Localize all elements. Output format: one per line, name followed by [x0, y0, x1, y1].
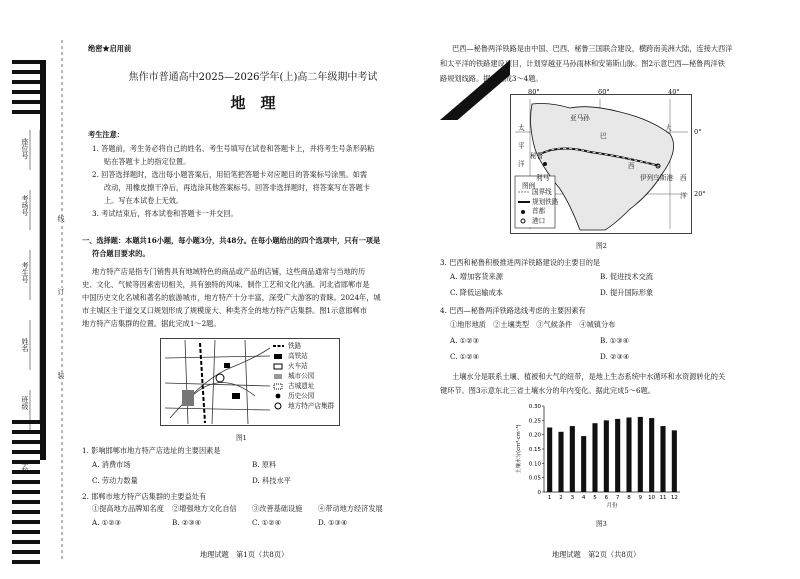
section-heading-cont: 符合题目要求的。: [92, 249, 150, 258]
binding-staple-label: 订: [57, 288, 65, 295]
strip-id-label: 考生号: [21, 262, 29, 283]
binding-line-label: 线: [57, 215, 65, 222]
map-label: 西: [628, 162, 635, 170]
q2-statement: ③改善基础设施: [252, 504, 303, 513]
bar: [649, 418, 654, 492]
q4-option-c[interactable]: C. ①②④: [450, 352, 480, 361]
bar: [570, 426, 575, 492]
section-heading: 一、选择题：本题共16小题，每小题3分，共48分。在每小题给出的四个选项中，只有一项是: [82, 236, 381, 245]
intro-line: 史、文化、气候等因素密切相关，具有独特的风味、制作工艺和文化内涵。河北省邯郸市是: [82, 280, 370, 289]
x-tick-label: 7: [615, 495, 620, 501]
y-tick-label: 0.30: [528, 404, 541, 410]
y-axis-label: 土壤水分(cm³·cm⁻³): [516, 424, 522, 474]
map-label: 洋: [680, 192, 687, 200]
notice-line: 1. 答题前，考生务必将自己的姓名、考生号填写在试卷和答题卡上，并将考生号条形码粘: [92, 144, 375, 153]
secret-label: 绝密★启用前: [88, 44, 132, 53]
fig2-lon-60: 60°: [598, 88, 610, 96]
q3-option-d[interactable]: D. 提升国际形象: [600, 288, 654, 297]
legend-item: 首都: [532, 207, 546, 216]
fig2-lon-80: 80°: [528, 88, 540, 96]
x-tick-label: 4: [581, 495, 586, 501]
intro-line: 中国历史文化名城和著名的旅游城市，地方特产十分丰富，深受广大游客的青睐。2024年，城: [82, 293, 381, 302]
fig2-lon-40: 40°: [668, 88, 680, 96]
figure2-caption: 图2: [596, 242, 607, 250]
x-tick-label: 8: [627, 495, 631, 501]
x-tick-label: 9: [638, 495, 643, 501]
q3-stem: 3. 巴西和秘鲁积极推进两洋铁路建设的主要目的是: [440, 258, 601, 267]
bar: [547, 428, 552, 493]
map-label: 亚马孙: [570, 114, 590, 122]
q1-option-b[interactable]: B. 原料: [252, 460, 277, 469]
map-label: 伊列乌斯港: [640, 174, 673, 182]
legend-item: 火车站: [288, 362, 308, 370]
bar: [672, 430, 677, 492]
bar: [592, 423, 597, 492]
intro3-line: 土壤水分是联系土壤、植被和大气的纽带，是地上生态系统中水循环和水资源转化的关: [452, 372, 726, 381]
q1-stem: 1. 影响邯郸市地方特产店选址的主要因素是: [82, 446, 221, 455]
y-tick-label: 0.20: [528, 432, 541, 439]
legend-item: 规划铁路: [532, 197, 559, 206]
q2-statement: ④带动地方经济发展: [318, 504, 383, 513]
exam-title: 焦作市普通高中2025—2026学年(上)高二年级期中考试: [128, 72, 378, 83]
q1-option-c[interactable]: C. 劳动力数量: [92, 476, 138, 485]
footer-right: 地理试题 第2页（共8页）: [552, 550, 641, 559]
notice-line: 2. 回答选择题时，选出每小题答案后，用铅笔把答题卡对应题目的答案标号涂黑。如需: [92, 170, 368, 179]
subject-title: 地 理: [230, 94, 276, 112]
q1-option-d[interactable]: D. 科技水平: [252, 476, 291, 485]
notice-line: 3. 考试结束后，将本试卷和答题卡一并交回。: [92, 209, 238, 218]
legend-item: 古城遗址: [288, 382, 315, 390]
q3-option-c[interactable]: C. 降低运输成本: [450, 288, 503, 297]
y-tick-label: 0.10: [528, 461, 541, 468]
intro-line: 市主城区主干道交叉口规划形成了规模庞大、种类齐全的地方特产店集群。图1示意邯郸市: [82, 306, 367, 315]
strip-school-label: 学校: [21, 460, 29, 474]
legend-item: 地方特产店集群: [288, 402, 335, 410]
binding-bind-label: 装: [57, 372, 65, 379]
map-label: 利马: [536, 174, 550, 182]
q2-stem: 2. 邯郸市地方特产店集群的主要益处有: [82, 492, 207, 501]
figure1-caption: 图1: [236, 434, 247, 442]
q4-option-a[interactable]: A. ①②③: [450, 336, 480, 345]
x-axis-label: 月份: [606, 503, 618, 509]
q3-option-a[interactable]: A. 增加客货来源: [450, 272, 503, 281]
y-tick-label: 0.15: [528, 447, 541, 453]
x-tick-label: 10: [648, 495, 656, 501]
q4-statements: ①地形地质 ②土壤类型 ③气候条件 ④城镇分布: [450, 320, 616, 329]
q4-stem: 4. 巴西—秘鲁两洋铁路选线考虑的主要因素有: [440, 306, 586, 315]
legend-item: 铁路: [288, 342, 302, 350]
notice-heading: 考生注意：: [88, 130, 124, 139]
x-tick-label: 6: [604, 495, 609, 501]
footer-left: 地理试题 第1页（共8页）: [200, 550, 289, 559]
strip-class-label: 班级: [21, 396, 29, 410]
strip-seat-label: 座位号: [21, 138, 29, 159]
q2-option-a[interactable]: A. ①②③: [92, 518, 122, 527]
x-tick-label: 12: [670, 495, 678, 501]
q2-option-b[interactable]: B. ②③④: [172, 518, 202, 527]
map-label: 巴: [600, 132, 607, 140]
y-tick-label: 0.25: [528, 418, 541, 425]
x-tick-label: 3: [570, 495, 575, 501]
legend-item: 港口: [532, 216, 546, 225]
x-tick-label: 5: [593, 495, 597, 501]
figure3-caption: 图3: [596, 520, 607, 528]
intro-line: 地方特产店是指专门销售具有地域特色的商品或产品的店铺，这些商品通常与当地的历: [92, 267, 366, 276]
x-tick-label: 1: [547, 495, 552, 501]
bar: [604, 420, 609, 492]
q2-statement: ①提高地方品牌知名度: [92, 504, 164, 513]
legend-item: 历史公园: [288, 392, 315, 400]
legend-item: 城市公园: [288, 372, 315, 380]
notice-line: 贴在答题卡上的指定位置。: [104, 157, 191, 166]
notice-line: 改动，用橡皮擦干净后，再选涂其他答案标号。回答非选择题时，将答案写在答题卡: [104, 183, 370, 192]
map-label: 洋: [518, 160, 525, 168]
fig2-lat-0: 0°: [694, 128, 702, 136]
map-label: 秘鲁: [530, 152, 544, 160]
bar: [581, 436, 586, 492]
q1-option-a[interactable]: A. 消费市场: [92, 460, 131, 469]
map-label: 西: [680, 174, 687, 182]
bar: [615, 419, 620, 492]
q2-option-c[interactable]: C. ①②④: [252, 518, 282, 527]
q4-option-b[interactable]: B. ①③④: [600, 336, 630, 345]
bar: [638, 417, 643, 492]
y-tick-label: 0: [537, 490, 541, 496]
x-tick-label: 2: [559, 495, 563, 501]
intro2-line: 路规划线路。据此完成3～4题。: [440, 74, 543, 83]
intro-line: 地方特产店集群的位置。据此完成1～2题。: [82, 319, 221, 328]
fig2-legend-title: 图例: [522, 182, 536, 190]
q2-option-d[interactable]: D. ①③④: [318, 518, 348, 527]
map-label: 大: [665, 124, 672, 132]
intro2-line: 和太平洋的铁路建设项目，计划穿越亚马孙雨林和安第斯山脉。图2示意巴西—秘鲁两洋铁: [440, 59, 725, 68]
intro2-line: 巴西—秘鲁两洋铁路是由中国、巴西、秘鲁三国联合建设，横跨南美洲大陆，连接大西洋: [452, 44, 733, 53]
strip-name-label: 姓名: [21, 338, 29, 352]
x-tick-label: 11: [659, 495, 667, 501]
bar: [660, 426, 665, 492]
binding-strip: [0, 0, 80, 579]
notice-line: 上。写在本试卷上无效。: [104, 196, 184, 205]
bar: [626, 417, 631, 492]
q3-option-b[interactable]: B. 促进技术交流: [600, 272, 653, 281]
q2-statement: ②增强地方文化自信: [172, 504, 237, 513]
fig2-lat-20: 20°: [694, 190, 706, 198]
y-tick-label: 0.05: [528, 475, 541, 482]
q4-option-d[interactable]: D. ②③④: [600, 352, 630, 361]
strip-room-label: 考场号: [21, 195, 29, 216]
map-label: 太: [518, 124, 525, 132]
legend-item: 国界线: [532, 188, 552, 196]
bar: [558, 432, 563, 492]
map-label: 平: [518, 142, 525, 150]
legend-item: 高铁站: [288, 352, 308, 360]
figure3-chart: [508, 400, 692, 516]
intro3-line: 键环节。图3示意东北三省土壤水分的年内变化。据此完成5～6题。: [440, 386, 655, 395]
